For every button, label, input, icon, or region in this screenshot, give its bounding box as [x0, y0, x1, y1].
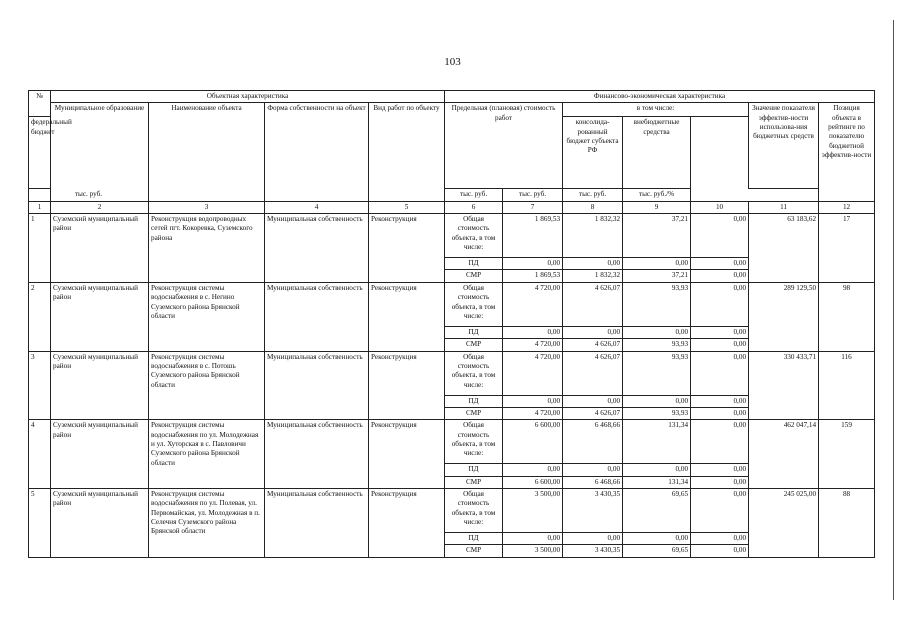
row-num: 2 — [29, 282, 51, 351]
row-rating: 98 — [819, 282, 875, 351]
row-smr-value: 4 720,00 — [503, 339, 563, 351]
row-smr-value: 0,00 — [691, 339, 749, 351]
row-object-name: Реконструкция водопроводных сетей пгт. Кокоревка, Суземского района — [149, 214, 265, 283]
row-pd-value: 0,00 — [503, 258, 563, 270]
row-work-type: Реконструкция — [369, 214, 445, 283]
col-number: 6 — [445, 201, 503, 213]
row-rating: 159 — [819, 420, 875, 489]
row-work-type: Реконструкция — [369, 351, 445, 420]
row-total-value: 4 626,07 — [563, 351, 623, 395]
row-total-label: Общая стоимость объекта, в том числе: — [445, 488, 503, 532]
unit-efficiency: тыс. руб./% — [623, 189, 691, 201]
row-efficiency: 330 433,71 — [749, 351, 819, 420]
row-ownership: Муниципальная собственность — [265, 420, 369, 489]
table-row — [29, 420, 875, 464]
page-edge-line — [893, 20, 894, 600]
row-total-value: 0,00 — [691, 488, 749, 532]
row-pd-value: 0,00 — [691, 532, 749, 544]
row-smr-value: 6 600,00 — [503, 476, 563, 488]
col-number: 12 — [819, 201, 875, 213]
row-total-value: 93,93 — [623, 351, 691, 395]
unit-extrabudget: тыс. руб. — [563, 189, 623, 201]
row-municipality: Суземский муниципальный район — [51, 282, 149, 351]
row-num: 1 — [29, 214, 51, 283]
header-rating: Позиция объекта в рейтинге по показателю бюджетной эффектив-ности — [819, 103, 875, 201]
row-smr-value: 4 626,07 — [563, 339, 623, 351]
row-pd-label: ПД — [445, 395, 503, 407]
col-number: 10 — [691, 201, 749, 213]
col-number: 3 — [149, 201, 265, 213]
row-total-value: 37,21 — [623, 214, 691, 258]
row-rating: 88 — [819, 488, 875, 557]
col-number: 4 — [265, 201, 369, 213]
header-extrabudget: внебюджетные средства — [623, 117, 691, 189]
row-pd-value: 0,00 — [563, 395, 623, 407]
col-number: 5 — [369, 201, 445, 213]
row-pd-value: 0,00 — [691, 258, 749, 270]
row-object-name: Реконструкция системы водоснабжения по ул. Молодежная и ул. Хуторская в с. Павловичи Суземского района Брянской области — [149, 420, 265, 489]
row-total-value: 0,00 — [691, 420, 749, 464]
row-rating: 116 — [819, 351, 875, 420]
row-num: 5 — [29, 488, 51, 557]
row-smr-value: 1 869,53 — [503, 270, 563, 282]
unit-consolidated: тыс. руб. — [503, 189, 563, 201]
row-pd-value: 0,00 — [623, 532, 691, 544]
row-smr-label: СМР — [445, 407, 503, 419]
col-number: 11 — [749, 201, 819, 213]
row-total-value: 131,34 — [623, 420, 691, 464]
row-smr-label: СМР — [445, 545, 503, 557]
table-row — [29, 488, 875, 532]
header-consolidated: консолида-рованный бюджет субъекта РФ — [563, 117, 623, 189]
row-municipality: Суземский муниципальный район — [51, 351, 149, 420]
row-work-type: Реконструкция — [369, 488, 445, 557]
row-total-label: Общая стоимость объекта, в том числе: — [445, 351, 503, 395]
row-pd-value: 0,00 — [503, 532, 563, 544]
row-total-value: 4 626,07 — [563, 282, 623, 326]
unit-federal: тыс. руб. — [445, 189, 503, 201]
row-smr-value: 0,00 — [691, 270, 749, 282]
row-pd-value: 0,00 — [691, 395, 749, 407]
row-smr-value: 93,93 — [623, 407, 691, 419]
row-object-name: Реконструкция системы водоснабжения в с. Потошь Суземского района Брянской области — [149, 351, 265, 420]
header-object-char: Объектная характеристика — [51, 91, 445, 103]
header-ownership: Форма собственности на объект — [265, 103, 369, 201]
row-smr-value: 93,93 — [623, 339, 691, 351]
row-efficiency: 289 129,50 — [749, 282, 819, 351]
row-pd-value: 0,00 — [503, 326, 563, 338]
row-smr-label: СМР — [445, 270, 503, 282]
row-smr-value: 0,00 — [691, 407, 749, 419]
row-smr-value: 1 832,32 — [563, 270, 623, 282]
table-row — [29, 214, 875, 258]
row-pd-value: 0,00 — [503, 464, 563, 476]
row-smr-label: СМР — [445, 476, 503, 488]
unit-cost: тыс. руб. — [29, 189, 149, 201]
header-row-2 — [29, 103, 875, 117]
row-total-label: Общая стоимость объекта, в том числе: — [445, 282, 503, 326]
row-pd-label: ПД — [445, 464, 503, 476]
row-pd-label: ПД — [445, 532, 503, 544]
row-pd-value: 0,00 — [563, 258, 623, 270]
row-smr-value: 131,34 — [623, 476, 691, 488]
col-number: 9 — [623, 201, 691, 213]
row-efficiency: 462 047,14 — [749, 420, 819, 489]
header-row-1 — [29, 91, 875, 103]
row-pd-label: ПД — [445, 258, 503, 270]
row-rating: 17 — [819, 214, 875, 283]
row-total-label: Общая стоимость объекта, в том числе: — [445, 420, 503, 464]
row-smr-value: 4 626,07 — [563, 407, 623, 419]
row-num: 3 — [29, 351, 51, 420]
row-object-name: Реконструкция системы водоснабжения в с. Негино Суземского района Брянской области — [149, 282, 265, 351]
row-pd-label: ПД — [445, 326, 503, 338]
row-smr-value: 0,00 — [691, 545, 749, 557]
row-pd-value: 0,00 — [623, 326, 691, 338]
row-ownership: Муниципальная собственность — [265, 282, 369, 351]
header-fin-char: Финансово-экономическая характеристика — [445, 91, 875, 103]
row-municipality: Суземский муниципальный район — [51, 214, 149, 283]
header-work-type: Вид работ по объекту — [369, 103, 445, 201]
row-pd-value: 0,00 — [623, 464, 691, 476]
col-number: 7 — [503, 201, 563, 213]
page-number: 103 — [444, 56, 461, 68]
row-pd-value: 0,00 — [563, 464, 623, 476]
investment-table — [28, 90, 875, 558]
row-efficiency: 245 025,00 — [749, 488, 819, 557]
row-total-value: 3 500,00 — [503, 488, 563, 532]
row-pd-value: 0,00 — [503, 395, 563, 407]
row-pd-value: 0,00 — [623, 395, 691, 407]
row-pd-value: 0,00 — [563, 532, 623, 544]
row-total-value: 1 869,53 — [503, 214, 563, 258]
row-total-value: 3 430,35 — [563, 488, 623, 532]
row-total-value: 1 832,32 — [563, 214, 623, 258]
header-including: в том числе: — [563, 103, 749, 117]
header-efficiency: Значение показателя эффектив-ности использова-ния бюджетных средств — [749, 103, 819, 189]
row-work-type: Реконструкция — [369, 420, 445, 489]
col-number: 8 — [563, 201, 623, 213]
row-smr-value: 3 430,35 — [563, 545, 623, 557]
header-num: № — [29, 91, 51, 117]
row-ownership: Муниципальная собственность — [265, 488, 369, 557]
row-total-value: 6 600,00 — [503, 420, 563, 464]
row-total-value: 6 468,66 — [563, 420, 623, 464]
row-num: 4 — [29, 420, 51, 489]
row-work-type: Реконструкция — [369, 282, 445, 351]
row-total-value: 0,00 — [691, 282, 749, 326]
row-total-value: 93,93 — [623, 282, 691, 326]
row-total-value: 0,00 — [691, 351, 749, 395]
row-total-label: Общая стоимость объекта, в том числе: — [445, 214, 503, 258]
col-number: 1 — [29, 201, 51, 213]
header-object-name: Наименование объекта — [149, 103, 265, 201]
header-federal: федеральный бюджет — [29, 117, 51, 189]
row-pd-value: 0,00 — [563, 326, 623, 338]
row-total-value: 69,65 — [623, 488, 691, 532]
row-object-name: Реконструкция системы водоснабжения по ул. Полевая, ул. Первомайская, ул. Молодежная в п. Селечня Суземского района Брянской области — [149, 488, 265, 557]
row-ownership: Муниципальная собственность — [265, 214, 369, 283]
row-smr-value: 6 468,66 — [563, 476, 623, 488]
row-ownership: Муниципальная собственность — [265, 351, 369, 420]
row-smr-value: 37,21 — [623, 270, 691, 282]
row-municipality: Суземский муниципальный район — [51, 420, 149, 489]
column-numbers-row — [29, 201, 875, 213]
row-smr-value: 0,00 — [691, 476, 749, 488]
row-smr-label: СМР — [445, 339, 503, 351]
row-efficiency: 63 183,62 — [749, 214, 819, 283]
table-row — [29, 351, 875, 395]
row-municipality: Суземский муниципальный район — [51, 488, 149, 557]
col-number: 2 — [51, 201, 149, 213]
row-total-value: 4 720,00 — [503, 282, 563, 326]
header-municipality: Муниципальное образование — [51, 103, 149, 201]
table-row — [29, 282, 875, 326]
row-smr-value: 3 500,00 — [503, 545, 563, 557]
row-smr-value: 69,65 — [623, 545, 691, 557]
row-smr-value: 4 720,00 — [503, 407, 563, 419]
row-total-value: 4 720,00 — [503, 351, 563, 395]
row-total-value: 0,00 — [691, 214, 749, 258]
row-pd-value: 0,00 — [691, 326, 749, 338]
row-pd-value: 0,00 — [623, 258, 691, 270]
header-cost-limit: Предельная (плановая) стоимость работ — [445, 103, 563, 189]
row-pd-value: 0,00 — [691, 464, 749, 476]
